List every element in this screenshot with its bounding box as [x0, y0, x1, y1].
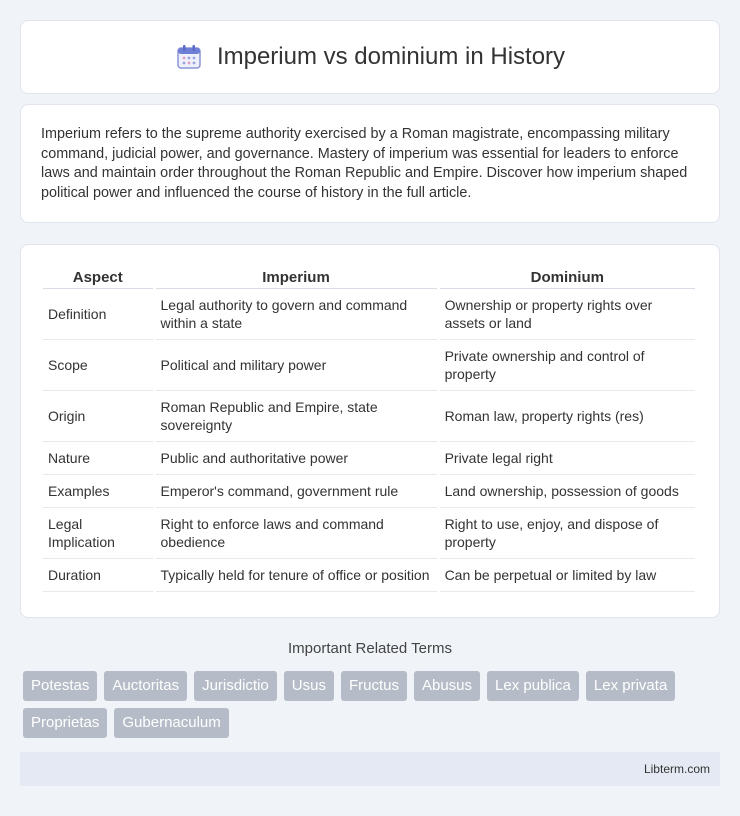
table-row — [43, 340, 695, 391]
table-cell-imperium: Public and authoritative power — [156, 442, 437, 475]
related-term-tag[interactable]: Auctoritas — [104, 671, 187, 701]
related-term-tag[interactable]: Potestas — [23, 671, 97, 701]
table-cell-aspect: Nature — [43, 442, 153, 475]
table-cell-aspect: Legal Implication — [43, 508, 153, 559]
table-cell-dominium: Can be perpetual or limited by law — [440, 559, 695, 592]
table-cell-aspect: Examples — [43, 475, 153, 508]
table-cell-dominium: Private ownership and control of property — [440, 340, 695, 391]
table-row — [43, 559, 695, 592]
related-term-tag[interactable]: Fructus — [341, 671, 407, 701]
table-cell-aspect: Scope — [43, 340, 153, 391]
related-terms-heading: Important Related Terms — [288, 640, 452, 657]
footer — [20, 752, 720, 786]
comparison-table-card — [20, 244, 720, 618]
table-cell-dominium: Roman law, property rights (res) — [440, 391, 695, 442]
table-cell-aspect: Origin — [43, 391, 153, 442]
table-cell-imperium: Roman Republic and Empire, state sovereignty — [156, 391, 437, 442]
column-header-dominium: Dominium — [440, 263, 695, 289]
table-cell-aspect: Definition — [43, 289, 153, 340]
table-cell-imperium: Typically held for tenure of office or position — [156, 559, 437, 592]
table-row — [43, 289, 695, 340]
table-cell-imperium: Political and military power — [156, 340, 437, 391]
related-term-tag[interactable]: Lex publica — [487, 671, 579, 701]
table-row — [43, 508, 695, 559]
table-cell-imperium: Emperor's command, government rule — [156, 475, 437, 508]
comparison-table — [40, 263, 698, 592]
related-term-tag[interactable]: Usus — [284, 671, 334, 701]
table-header-row — [43, 263, 695, 289]
intro-card — [20, 104, 720, 223]
page-title: Imperium vs dominium in History — [216, 43, 566, 70]
related-term-tag[interactable]: Jurisdictio — [194, 671, 277, 701]
footer-site-link[interactable]: Libterm.com — [643, 762, 710, 776]
title-card — [20, 20, 720, 94]
calendar-icon — [175, 43, 203, 71]
table-cell-dominium: Ownership or property rights over assets or land — [440, 289, 695, 340]
table-cell-dominium: Right to use, enjoy, and dispose of property — [440, 508, 695, 559]
table-cell-dominium: Private legal right — [440, 442, 695, 475]
column-header-imperium: Imperium — [156, 263, 437, 289]
table-cell-imperium: Right to enforce laws and command obedience — [156, 508, 437, 559]
intro-text: Imperium refers to the supreme authority exercised by a Roman magistrate, encompassing military command, judicial power, and governance. Mastery of imperium was essential for leaders to enforce laws and maintain order throughout the Roman Republic and Empire. Discover how imperium shaped political power and influenced the course of history in the full article. — [41, 126, 688, 201]
related-term-tag[interactable]: Gubernaculum — [114, 708, 228, 738]
related-term-tag[interactable]: Proprietas — [23, 708, 107, 738]
table-row — [43, 391, 695, 442]
table-cell-aspect: Duration — [43, 559, 153, 592]
table-cell-imperium: Legal authority to govern and command within a state — [156, 289, 437, 340]
related-term-tag[interactable]: Abusus — [414, 671, 480, 701]
table-cell-dominium: Land ownership, possession of goods — [440, 475, 695, 508]
table-row — [43, 442, 695, 475]
related-terms-list — [23, 671, 723, 738]
table-row — [43, 475, 695, 508]
related-term-tag[interactable]: Lex privata — [586, 671, 675, 701]
column-header-aspect: Aspect — [43, 263, 153, 289]
